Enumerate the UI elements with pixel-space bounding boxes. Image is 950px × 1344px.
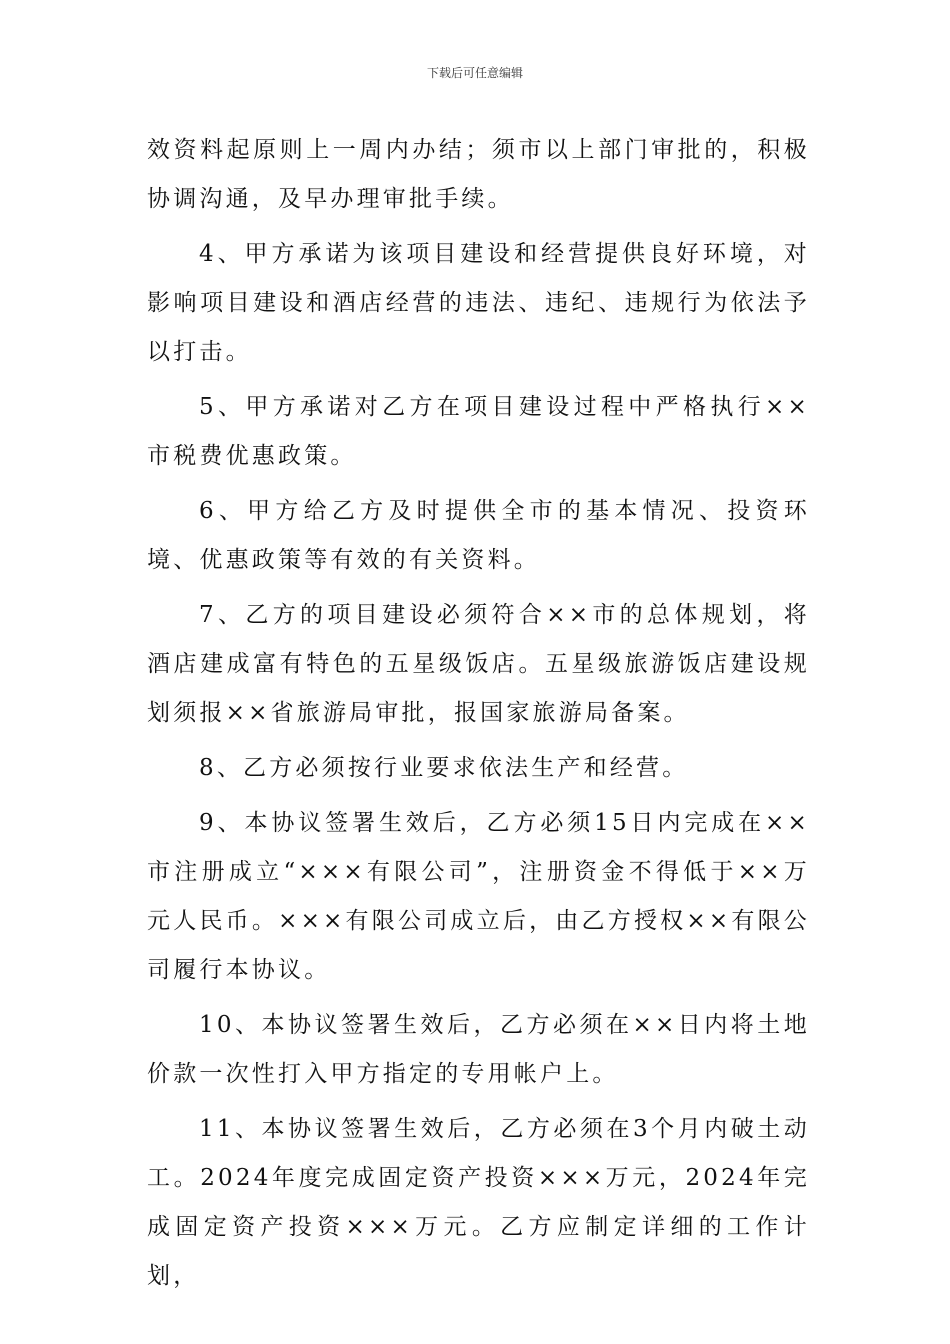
document-body — [147, 126, 810, 1307]
paragraph-item-5: 5、甲方承诺对乙方在项目建设过程中严格执行××市税费优惠政策。 — [147, 394, 810, 469]
paragraph-continuation: 效资料起原则上一周内办结；须市以上部门审批的，积极协调沟通，及早办理审批手续。 — [147, 137, 810, 212]
paragraph-item-6: 6、甲方给乙方及时提供全市的基本情况、投资环境、优惠政策等有效的有关资料。 — [147, 498, 810, 573]
paragraph-item-11: 11、本协议签署生效后，乙方必须在3个月内破土动工。2024年度完成固定资产投资×××万元，2024年完成固定资产投资×××万元。乙方应制定详细的工作计划， — [147, 1116, 810, 1289]
page-header-note: 下载后可任意编辑 — [426, 66, 523, 80]
paragraph-item-4: 4、甲方承诺为该项目建设和经营提供良好环境，对影响项目建设和酒店经营的违法、违纪、违规行为依法予以打击。 — [147, 241, 810, 365]
paragraph-item-9: 9、本协议签署生效后，乙方必须15日内完成在××市注册成立“×××有限公司”，注册资金不得低于××万元人民币。×××有限公司成立后，由乙方授权××有限公司履行本协议。 — [147, 810, 810, 983]
paragraph-item-8: 8、乙方必须按行业要求依法生产和经营。 — [199, 755, 689, 781]
paragraph-item-7: 7、乙方的项目建设必须符合××市的总体规划，将酒店建成富有特色的五星级饭店。五星级旅游饭店建设规划须报××省旅游局审批，报国家旅游局备案。 — [147, 602, 810, 726]
paragraph-item-10: 10、本协议签署生效后，乙方必须在××日内将土地价款一次性打入甲方指定的专用帐户上。 — [147, 1012, 810, 1087]
